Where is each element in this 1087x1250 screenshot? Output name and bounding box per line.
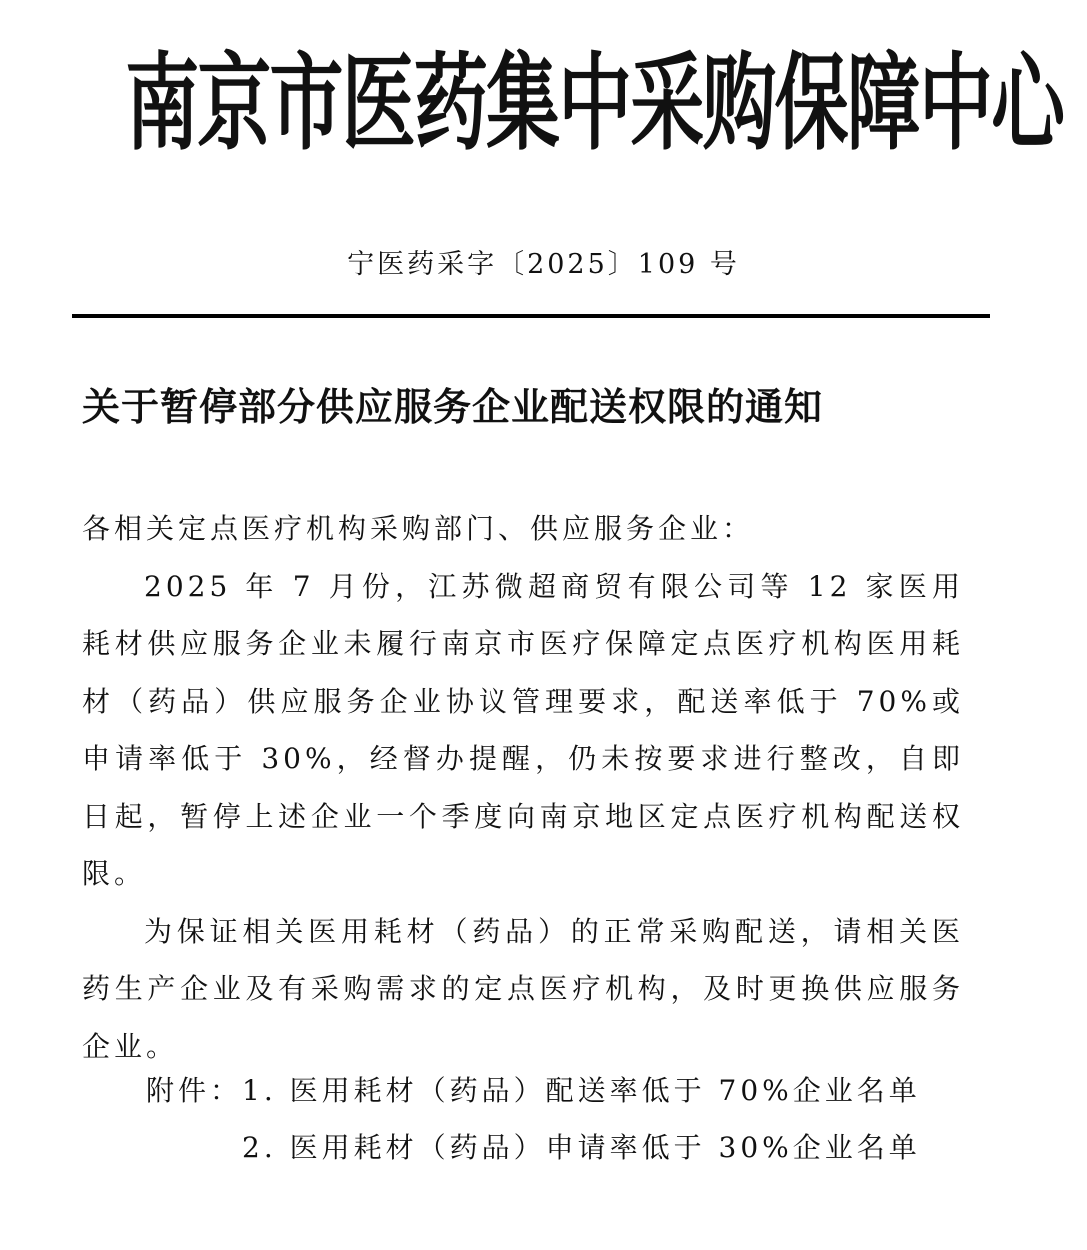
organization-header: 南京市医药集中采购保障中心 [125,41,1064,165]
salutation: 各相关定点医疗机构采购部门、供应服务企业： [82,512,755,545]
attachment-item-text: 1. 医用耗材（药品）配送率低于 70%企业名单 [242,1074,921,1107]
document-body [82,500,964,1075]
attachment-item [146,1119,986,1176]
body-paragraph: 2025 年 7 月份，江苏微超商贸有限公司等 12 家医用耗材供应服务企业未履行南京市医疗保障定点医疗机构医用耗材（药品）供应服务企业协议管理要求，配送率低于 70%或申请率低于 30%，经督办提醒，仍未按要求进行整改，自即日起，暂停上述企业一个季度向南京地区定点医疗机构配送权限。 [82,569,964,890]
document-title: 关于暂停部分供应服务企业配送权限的通知 [82,385,824,429]
attachment-item-text: 2. 医用耗材（药品）申请率低于 30%企业名单 [242,1131,921,1164]
attachment-item [146,1062,986,1119]
attachments-list [146,1062,986,1176]
document-number: 宁医药采字〔2025〕109 号 [347,249,740,280]
attachments-label: 附件： [146,1074,243,1107]
header-divider [72,314,990,318]
body-paragraph: 为保证相关医用耗材（药品）的正常采购配送，请相关医药生产企业及有采购需求的定点医疗机构，及时更换供应服务企业。 [82,914,964,1063]
